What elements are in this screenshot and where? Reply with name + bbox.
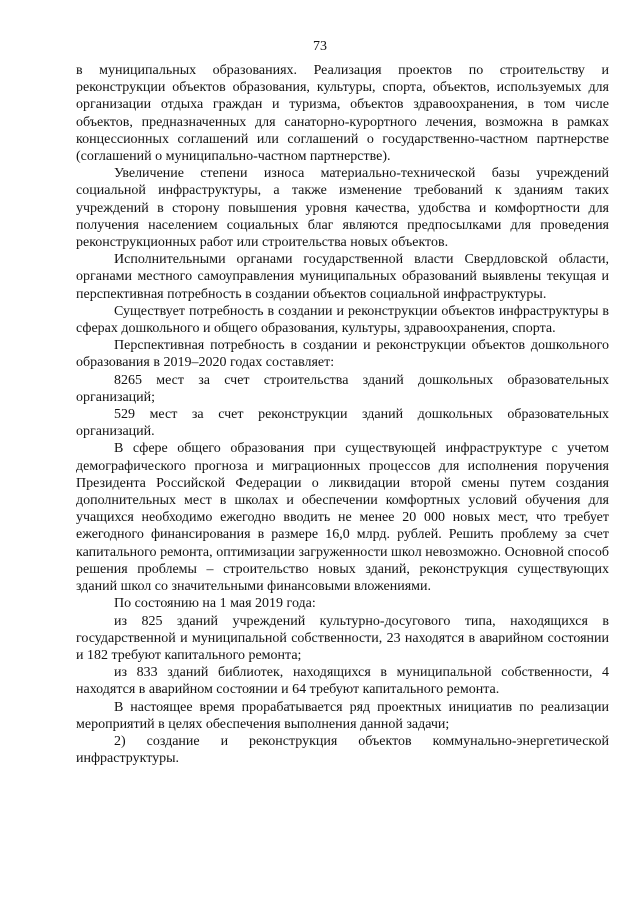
paragraph-4: Существует потребность в создании и реконструкции объектов инфраструктуры в сферах дошкольного и общего образования, культуры, здравоохранения, спорта. bbox=[76, 303, 609, 337]
paragraph-3: Исполнительными органами государственной власти Свердловской области, органами местного самоуправления муниципальных образований выявлены текущая и перспективная потребность в создании объектов социальной инфраструктуры. bbox=[76, 252, 609, 302]
paragraph-7: 529 мест за счет реконструкции зданий дошкольных образовательных организаций. bbox=[76, 407, 609, 440]
paragraph-13: 2) создание и реконструкция объектов коммунально-энергетической инфраструктуры. bbox=[76, 733, 609, 767]
paragraph-8: В сфере общего образования при существующей инфраструктуре с учетом демографического прогноза и миграционных процессов для исполнения поручения Президента Российской Федерации о ликвидации второй смены путем создания дополнительных мест в школах и обеспечении комфортных условий обучения для учащихся необходимо ежегодно вводить не менее 20 000 новых мест, что требует ежегодного финансирования в размере 16,0 млрд. рублей. Решить проблему за счет капитального ремонта, оптимизации загруженности школ невозможно. Основной способ решения проблемы – строительство новых зданий, реконструкция существующих зданий школ со значительными финансовыми вложениями. bbox=[76, 441, 609, 595]
paragraph-11: из 833 зданий библиотек, находящихся в муниципальной собственности, 4 находятся в аварийном состоянии и 64 требуют капитального ремонта. bbox=[76, 665, 609, 698]
paragraph-2: Увеличение степени износа материально-технической базы учреждений социальной инфраструктуры, а также изменение требований к зданиям таких учреждений в сторону повышения уровня качества, удобства и комфортности для получения населением социальных благ являются предпосылками для проведения реконструкционных работ или строительства новых объектов. bbox=[76, 166, 609, 251]
page-number: 73 bbox=[313, 39, 327, 54]
paragraph-12: В настоящее время прорабатывается ряд проектных инициатив по реализации мероприятий в целях обеспечения выполнения данной задачи; bbox=[76, 699, 609, 732]
paragraph-1: в муниципальных образованиях. Реализация проектов по строительству и реконструкции объектов образования, культуры, спорта, объектов, используемых для организации отдыха граждан и туризма, объектов здравоохранения, в том числе объектов, предназначенных для санаторно-курортного лечения, возможна в рамках концессионных соглашений или соглашений о государственно-частном партнерстве (соглашений о муниципально-частном партнерстве). bbox=[76, 63, 609, 165]
paragraph-10: из 825 зданий учреждений культурно-досугового типа, находящихся в государственной и муниципальной собственности, 23 находятся в аварийном состоянии и 182 требуют капитального ремонта; bbox=[76, 613, 609, 663]
paragraph-6: 8265 мест за счет строительства зданий дошкольных образовательных организаций; bbox=[76, 372, 609, 405]
paragraph-9: По состоянию на 1 мая 2019 года: bbox=[114, 596, 316, 612]
paragraph-5: Перспективная потребность в создании и реконструкции объектов дошкольного образования в 2019–2020 годах составляет: bbox=[76, 338, 609, 371]
page-body bbox=[76, 62, 609, 767]
